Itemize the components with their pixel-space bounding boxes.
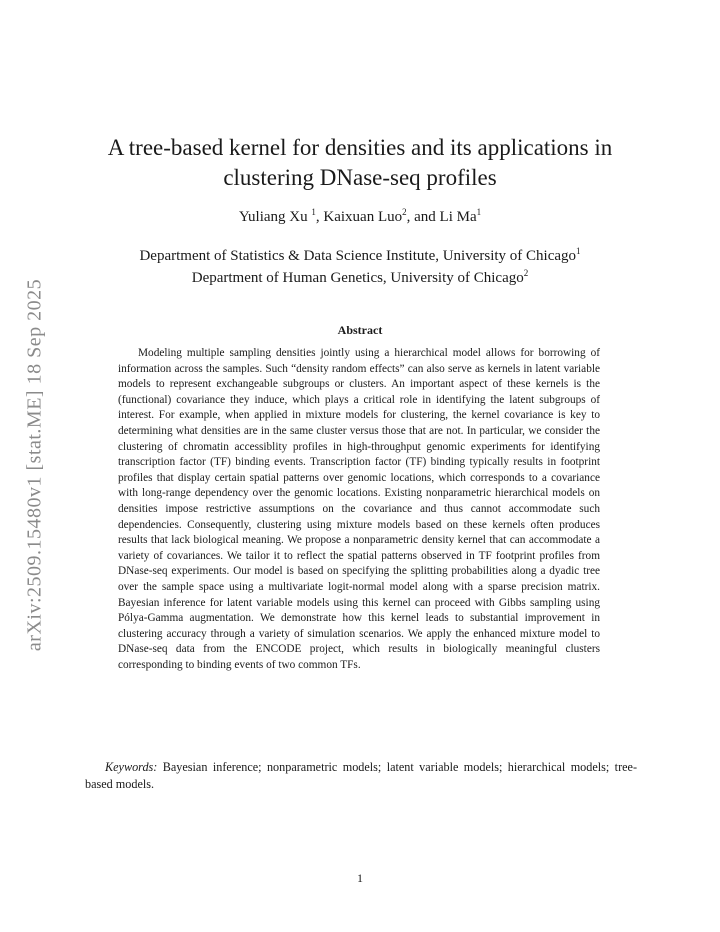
author-separator: , and bbox=[406, 209, 440, 225]
author-list bbox=[70, 209, 650, 226]
title-line-2: clustering DNase-seq profiles bbox=[223, 165, 497, 190]
affiliation-1 bbox=[70, 245, 650, 267]
affiliation-text: Department of Human Genetics, University of Chicago bbox=[191, 270, 524, 286]
author-affiliation-mark: 2 bbox=[402, 207, 407, 217]
keywords-label: Keywords: bbox=[105, 760, 158, 774]
paper-title bbox=[70, 133, 650, 193]
author-affiliation-mark: 1 bbox=[476, 207, 482, 217]
affiliation-text: Department of Statistics & Data Science Institute, University of Chicago bbox=[139, 248, 577, 264]
abstract-body: Modeling multiple sampling densities jointly using a hierarchical model allows for borrowing of information across the samples. Such “density random effects” can also serve as kernels in latent variable models to represent exchangeable subgroups or clusters. An important aspect of these kernels is the (functional) covariance they induce, which plays a critical role in identifying the latent subgroups of interest. For example, when applied in mixture models for clustering, the kernel covariance is key to determining what densities are in the same cluster versus those that are not. In particular, we consider the clustering of chromatin accessiblity profiles in high-throughput genomic experiments for identifying transcription factor (TF) binding events. Transcription factor (TF) binding typically results in footprint profiles that display certain spatial patterns over genomic locations, which corresponds to a covariance with long-range dependency over the genomic locations. Existing nonparametric hierarchical models on densities impose restrictive assumptions on the covariance and thus cannot accommodate such dependencies. Consequently, clustering using mixture models based on these kernels often produces results that lack biological meaning. We propose a nonparametric density kernel that can accommodate a variety of covariances. We tailor it to reflect the spatial patterns observed in TF footprint profiles from DNase-seq experiments. Our model is based on specifying the splitting probabilities along a dyadic tree over the sample space using a multivariate logit-normal model along with a sparse precision matrix. Bayesian inference for latent variable models using this kernel can proceed with Gibbs sampling using Pólya-Gamma augmentation. We demonstrate how this kernel leads to substantial improvement in clustering accuracy through a variety of simulation scenarios. We apply the enhanced mixture model to DNase-seq data from the ENCODE project, which results in biologically meaningful clusters corresponding to binding events of two common TFs. bbox=[118, 347, 600, 671]
page-number: 1 bbox=[357, 871, 363, 885]
author-separator: , bbox=[315, 209, 324, 225]
affiliation-mark: 1 bbox=[576, 246, 581, 256]
affiliation-2 bbox=[70, 267, 650, 289]
arxiv-identifier-stamp: arXiv:2509.15480v1 [stat.ME] 18 Sep 2025 bbox=[23, 278, 46, 652]
author-name: Kaixuan Luo bbox=[323, 209, 403, 225]
author-affiliation-mark: 1 bbox=[311, 207, 316, 217]
affiliation-mark: 2 bbox=[523, 268, 529, 278]
author-name: Yuliang Xu bbox=[238, 209, 308, 225]
title-line-1: A tree-based kernel for densities and its applications in bbox=[107, 135, 613, 160]
abstract-heading: Abstract bbox=[337, 323, 383, 337]
author-name: Li Ma bbox=[439, 209, 477, 225]
keywords-text: Bayesian inference; nonparametric models; latent variable models; hierarchical models; tree-based models. bbox=[85, 760, 638, 791]
keywords-paragraph bbox=[85, 759, 637, 793]
